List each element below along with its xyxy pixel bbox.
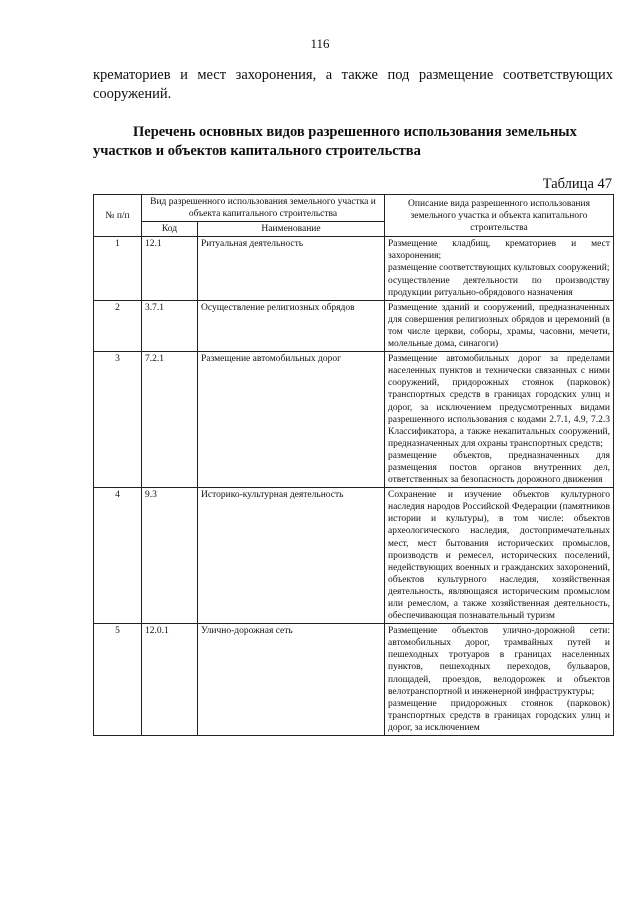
row-num: 3 [94,352,142,488]
description-paragraph: Размещение объектов улично-дорожной сети: автомобильных дорог, трамвайных путей и пешеходных тротуаров в границах населенных пунктов, пешеходных переходов, бульваров, площадей, проездов, велодорожек и объектов велотранспортной и инженерной инфраструктуры; [388,626,610,697]
description-paragraph: Размещение автомобильных дорог за пределами населенных пунктов и технически связанных с ними сооружений, придорожных стоянок (парковок) транспортных средств в границах городских улиц и дорог, за исключением предусмотренных видами разрешенного использования с кодами 2.7.1, 4.9, 7.2.3 Классификатора, а также некапитальных сооружений, предназначенных для охраны транспортных средств; [388,354,610,449]
header-description: Описание вида разрешенного использования земельного участка и объекта капитального строительства [385,195,614,237]
table-row [94,488,614,624]
table-header [94,195,614,237]
page-number: 116 [310,36,330,51]
table-body [94,237,614,736]
description-paragraph: размещение объектов, предназначенных для размещения постов органов внутренних дел, ответственных за безопасность дорожного движения [388,450,610,486]
table-label: Таблица 47 [542,176,612,192]
row-code: 3.7.1 [142,300,198,351]
row-num: 4 [94,488,142,624]
description-paragraph: размещение придорожных стоянок (парковок) транспортных средств в границах городских улиц и дорог, за исключением [388,698,610,733]
description-paragraph: Сохранение и изучение объектов культурного наследия народов Российской Федерации (памятников истории и культуры), в том числе: объектов археологического наследия, достопримечательных мест, мест бытования исторических промыслов, производств и ремесел, исторических поселений, недействующих военных и гражданских захоронений, объектов культурного наследия, хозяйственная деятельность, являющаяся историческим промыслом или ремеслом, а также хозяйственная деятельность, обеспечивающая познавательный туризм [388,490,610,622]
description-paragraph: Размещение зданий и сооружений, предназначенных для совершения религиозных обрядов и церемоний (в том числе церкви, соборы, храмы, часовни, мечети, молельные дома, синагоги) [388,302,610,350]
row-name: Размещение автомобильных дорог [198,352,385,488]
land-use-table [93,194,614,736]
header-name: Наименование [198,222,385,237]
section-heading: Перечень основных видов разрешенного использования земельных участков и объектов капитального строительства [93,124,577,159]
row-num: 1 [94,237,142,300]
header-kind-group: Вид разрешенного использования земельного участка и объекта капитального строительства [142,195,385,222]
row-code: 9.3 [142,488,198,624]
row-code: 12.1 [142,237,198,300]
table-row [94,352,614,488]
row-name: Историко-культурная деятельность [198,488,385,624]
row-description [385,237,614,300]
table-row [94,300,614,351]
row-num: 5 [94,624,142,736]
row-description [385,300,614,351]
row-code: 12.0.1 [142,624,198,736]
description-paragraph: Размещение кладбищ, крематориев и мест захоронения; [388,239,610,262]
description-paragraph: осуществление деятельности по производству продукции ритуально-обрядового назначения [388,275,610,298]
row-num: 2 [94,300,142,351]
table-row [94,237,614,300]
row-description [385,352,614,488]
row-description [385,488,614,624]
row-code: 7.2.1 [142,352,198,488]
row-description [385,624,614,736]
description-paragraph: размещение соответствующих культовых сооружений; [388,263,610,274]
row-name: Ритуальная деятельность [198,237,385,300]
header-code: Код [142,222,198,237]
row-name: Улично-дорожная сеть [198,624,385,736]
header-num: № п/п [94,195,142,237]
table-row [94,624,614,736]
row-name: Осуществление религиозных обрядов [198,300,385,351]
intro-paragraph: крематориев и мест захоронения, а также под размещение соответствующих сооружений. [93,67,613,102]
